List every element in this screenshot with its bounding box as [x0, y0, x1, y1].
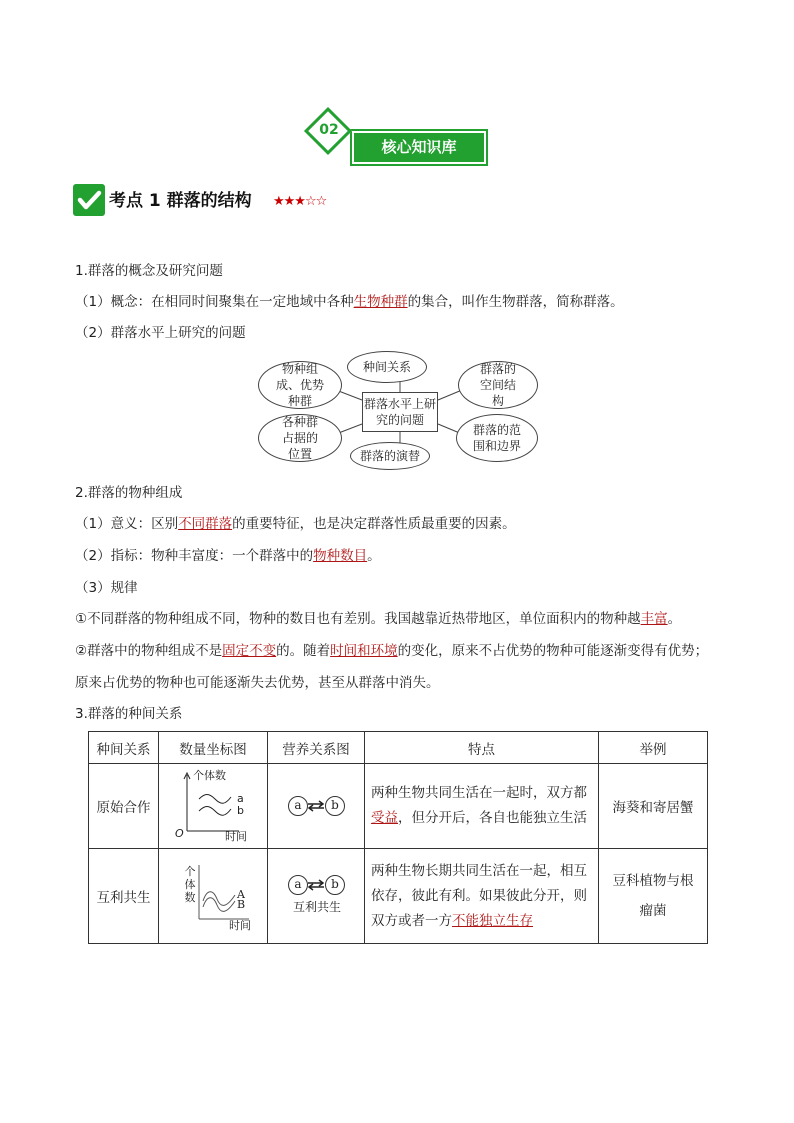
key-term: 生物种群: [353, 294, 408, 310]
text: 两种生物共同生活在一起时，双方都: [371, 785, 587, 801]
difficulty-stars: ★★★☆☆: [273, 194, 327, 209]
organism-node: a: [288, 875, 308, 895]
text: 的。随着: [276, 643, 331, 659]
foodweb-cell: [268, 764, 365, 849]
text: 的重要特征，也是决定群落性质最重要的因素。: [232, 516, 516, 532]
trophic-diagram: [276, 791, 356, 821]
organism-node: b: [325, 875, 345, 895]
mutual-arrows-icon: [307, 876, 325, 894]
graph-origin: O: [175, 827, 184, 840]
series-label: a: [237, 792, 244, 805]
diagram-node: 物种组成、优势种群: [258, 361, 342, 409]
series-label: b: [237, 804, 244, 817]
graph-cell: [159, 849, 268, 944]
graph-ylabel: 个体数: [193, 769, 226, 782]
column-header: 特点: [365, 732, 599, 764]
paragraph: [75, 546, 381, 566]
organism-node: a: [288, 796, 308, 816]
paragraph: [75, 609, 681, 629]
diagram-node: 群落的演替: [350, 442, 430, 470]
key-term: 受益: [371, 810, 398, 826]
column-header: 营养关系图: [268, 732, 365, 764]
text: ，但分开后，各自也能独立生活: [398, 810, 587, 826]
paragraph: （3）规律: [75, 580, 138, 596]
text: ②群落中的物种组成不是: [75, 643, 223, 659]
section-heading: 3.群落的种间关系: [75, 706, 183, 722]
paragraph: [75, 292, 624, 312]
text: 。: [667, 611, 682, 627]
trophic-diagram: [276, 873, 356, 919]
text: （1）概念：在相同时间聚集在一定地域中各种: [75, 294, 354, 310]
organism-node: b: [325, 796, 345, 816]
paragraph: （2）群落水平上研究的问题: [75, 325, 246, 341]
section-title: 核心知识库: [381, 138, 457, 156]
key-term: 固定不变: [222, 643, 277, 659]
example-cell: 豆科植物与根瘤菌: [599, 849, 708, 944]
column-header: 数量坐标图: [159, 732, 268, 764]
diagram-node: 群落的范围和边界: [456, 414, 538, 462]
text: 两种生物长期共同生活在一起，相互依存，彼此有利。如果彼此分开，则双方或者一方: [371, 862, 587, 929]
relation-cell: 互利共生: [89, 849, 159, 944]
feature-cell: [365, 764, 599, 849]
series-label: B: [237, 898, 246, 911]
table-row: [89, 764, 708, 849]
population-graph: [169, 859, 257, 933]
diagram-node: 种间关系: [347, 351, 427, 383]
feature-cell: [365, 849, 599, 944]
text: （2）指标：物种丰富度：一个群落中的: [75, 548, 314, 564]
paragraph: 原来占优势的物种也可能逐渐失去优势，甚至从群落中消失。: [75, 675, 440, 691]
graph-cell: [159, 764, 268, 849]
key-term: 丰富: [640, 611, 668, 627]
text: 的变化，原来不占优势的物种可能逐渐变得有优势；: [397, 643, 709, 659]
graph-ylabel: 个体数: [184, 865, 196, 904]
paragraph: [75, 514, 516, 534]
relation-cell: 原始合作: [89, 764, 159, 849]
text: 。: [367, 548, 381, 564]
column-header: 举例: [599, 732, 708, 764]
section-heading: 1.群落的概念及研究问题: [75, 263, 223, 279]
topic-title: 考点 1 群落的结构: [109, 191, 252, 211]
key-term: 不能独立生存: [452, 912, 533, 929]
column-header: 种间关系: [89, 732, 159, 764]
paragraph: [75, 641, 708, 661]
key-term: 时间和环境: [330, 643, 398, 659]
graph-xlabel: 时间: [225, 830, 247, 843]
mutual-arrows-icon: [307, 797, 325, 815]
relations-table: [88, 731, 708, 944]
population-graph: [169, 769, 257, 843]
graph-xlabel: 时间: [229, 919, 251, 932]
diagram-node: 各种群占据的位置: [258, 414, 342, 462]
text: ①不同群落的物种组成不同，物种的数目也有差别。我国越靠近热带地区，单位面积内的物种越: [75, 611, 641, 627]
diagram-node: 群落的空间结构: [458, 361, 538, 409]
checkmark-icon: [73, 184, 105, 216]
diagram-center: 群落水平上研究的问题: [362, 392, 438, 432]
section-heading: 2.群落的物种组成: [75, 485, 183, 501]
text: 的集合，叫作生物群落，简称群落。: [407, 294, 624, 310]
foodweb-cell: [268, 849, 365, 944]
series-label: A: [237, 888, 245, 901]
diagram-caption: 互利共生: [292, 900, 341, 914]
text: （1）意义：区别: [75, 516, 179, 532]
key-term: 物种数目: [313, 548, 368, 564]
example-cell: 海葵和寄居蟹: [599, 764, 708, 849]
section-number: 02: [319, 122, 339, 138]
key-term: 不同群落: [178, 516, 233, 532]
table-row: [89, 849, 708, 944]
table-header-row: [89, 732, 708, 764]
